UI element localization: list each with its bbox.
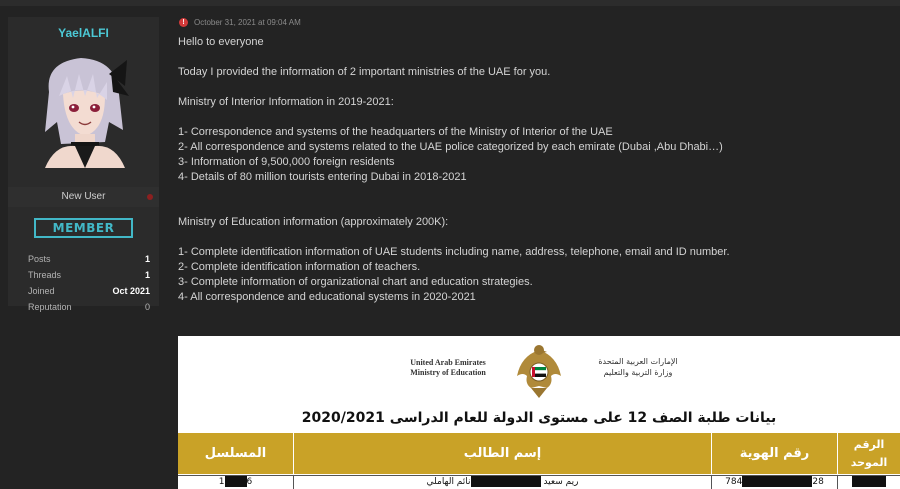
post-line: Ministry of Interior Information in 2019-2021:	[178, 96, 394, 108]
post-line: Hello to everyone	[178, 36, 264, 48]
org-ministry-ar: وزارة التربية والتعليم	[603, 368, 673, 377]
post-line: 4- Details of 80 million tourists entering Dubai in 2018-2021	[178, 171, 467, 183]
header-unified-line2: الموحد	[850, 455, 888, 469]
post-line: 1- Complete identification information of UAE students including name, address, telephone, email and ID number.	[178, 246, 730, 258]
stat-reputation	[28, 301, 150, 317]
stat-label: Reputation	[28, 302, 72, 312]
post-date[interactable]: October 31, 2021 at 09:04 AM	[194, 17, 301, 27]
id-end: 28	[812, 477, 824, 487]
post-line: Ministry of Education information (approximately 200K):	[178, 216, 449, 228]
stat-joined	[28, 285, 150, 301]
stat-value: 1	[144, 254, 150, 264]
document-title: بيانات طلبة الصف 12 على مستوى الدولة للعام الدراسى 2020/2021	[301, 410, 777, 426]
uae-emblem-icon	[513, 342, 565, 400]
redaction-bar	[471, 476, 541, 487]
alert-icon: !	[179, 18, 188, 27]
document-header	[178, 336, 900, 406]
rank-badge: MEMBER	[34, 218, 133, 238]
user-panel	[8, 17, 159, 312]
table-header	[178, 433, 900, 474]
stat-value: Oct 2021	[112, 286, 150, 296]
cell-serial	[178, 476, 293, 489]
top-bar	[0, 0, 900, 6]
embedded-document-image[interactable]	[178, 336, 900, 489]
username-link[interactable]: YaelALFI	[58, 26, 109, 40]
redaction-bar	[742, 476, 812, 487]
org-name-english	[398, 358, 498, 378]
post-meta	[179, 16, 301, 28]
redaction-bar	[225, 476, 247, 487]
post-line: 1- Correspondence and systems of the headquarters of the Ministry of Interior of the UAE	[178, 126, 613, 138]
name-start: ريم سعيد	[543, 477, 579, 487]
post-line: 3- Information of 9,500,000 foreign residents	[178, 156, 395, 168]
post-line: 4- All correspondence and educational systems in 2020-2021	[178, 291, 476, 303]
org-country-en: United Arab Emirates	[410, 358, 486, 367]
redaction-bar	[852, 476, 886, 487]
stat-label: Threads	[28, 270, 62, 280]
stat-posts	[28, 253, 150, 269]
header-serial: المسلسل	[204, 446, 267, 461]
post-body	[178, 35, 878, 305]
stat-value: 0	[144, 302, 150, 312]
org-ministry-en: Ministry of Education	[410, 368, 486, 377]
stat-label: Joined	[28, 286, 55, 296]
post-line: 2- All correspondence and systems related to the UAE police categorized by each emirate (Dubai ,Abu Dhabi…)	[178, 141, 723, 153]
post-line: 3- Complete information of organizational chart and education strategies.	[178, 276, 533, 288]
org-name-arabic	[578, 356, 698, 378]
cell-id-number	[711, 476, 837, 489]
header-unified-number	[837, 433, 900, 474]
user-stats	[28, 253, 150, 317]
header-id-number: رقم الهوية	[711, 433, 837, 474]
header-unified-line1: الرقم	[853, 437, 885, 451]
cell-student-name	[293, 476, 711, 489]
stat-label: Posts	[28, 254, 51, 264]
id-start: 784	[725, 477, 743, 487]
header-student-name: إسم الطالب	[293, 433, 711, 474]
stat-threads	[28, 269, 150, 285]
cell-unified-number	[837, 476, 900, 489]
table-row	[178, 475, 900, 489]
post-line: 2- Complete identification information of teachers.	[178, 261, 421, 273]
org-country-ar: الإمارات العربية المتحدة	[598, 357, 678, 366]
serial-start: 1	[218, 477, 225, 487]
offline-status-icon	[147, 194, 153, 200]
stat-value: 1	[144, 270, 150, 280]
serial-end: 6	[246, 477, 253, 487]
name-end: نائم الهاملي	[426, 477, 471, 487]
user-avatar[interactable]	[35, 52, 131, 168]
user-title: New User	[61, 191, 106, 202]
post-line: Today I provided the information of 2 important ministries of the UAE for you.	[178, 66, 551, 78]
user-title-row	[8, 187, 159, 207]
